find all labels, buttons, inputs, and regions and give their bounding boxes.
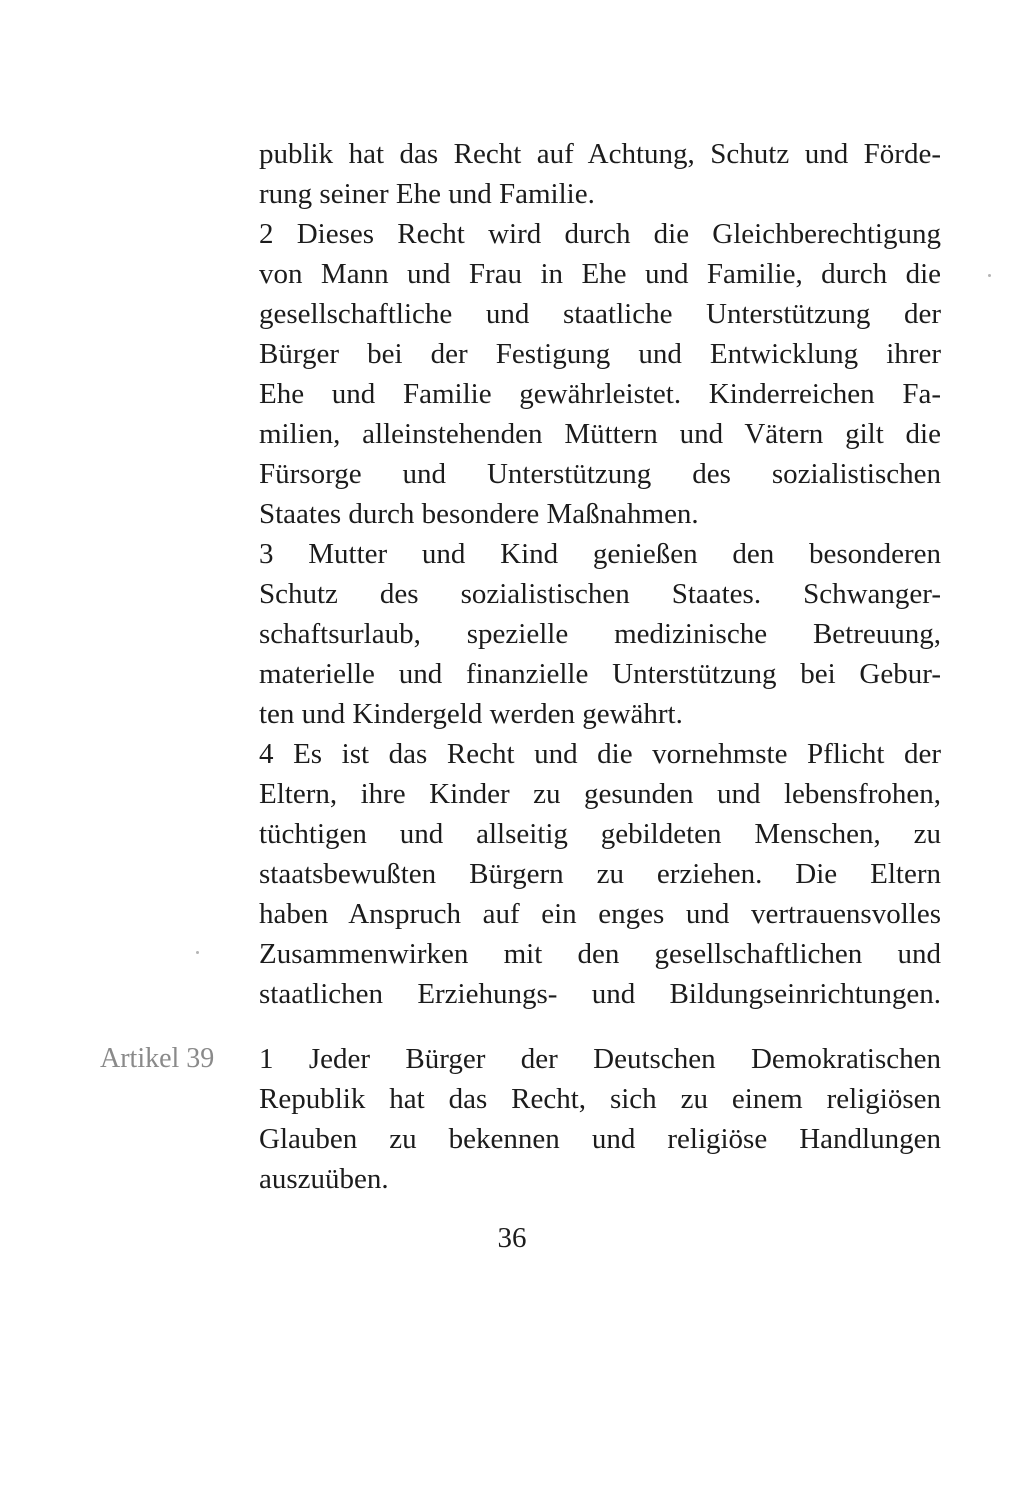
text-line-20: haben Anspruch auf ein enges und vertrauensvolles [259,898,941,930]
text-line-21: Zusammenwirken mit den gesellschaftlichen und [259,938,941,970]
text-line-17: Eltern, ihre Kinder zu gesunden und lebensfrohen, [259,778,941,810]
text-line-8: milien, alleinstehenden Müttern und Vätern gilt die [259,418,941,450]
text-line-10: Staates durch besondere Maßnahmen. [259,498,699,530]
text-line-19: staatsbewußten Bürgern zu erziehen. Die Eltern [259,858,941,890]
text-line-25: Glauben zu bekennen und religiöse Handlungen [259,1123,941,1155]
text-line-5: gesellschaftliche und staatliche Unterstützung der [259,298,941,330]
text-line-6: Bürger bei der Festigung und Entwicklung ihrer [259,338,941,370]
text-line-7: Ehe und Familie gewährleistet. Kinderreichen Fa- [259,378,941,410]
text-line-24: Republik hat das Recht, sich zu einem religiösen [259,1083,941,1115]
text-line-15: ten und Kindergeld werden gewährt. [259,698,683,730]
text-line-23: 1 Jeder Bürger der Deutschen Demokratischen [259,1043,941,1075]
text-line-9: Fürsorge und Unterstützung des sozialistischen [259,458,941,490]
article-margin-label: Artikel 39 [100,1043,215,1074]
text-line-2: rung seiner Ehe und Familie. [259,178,595,210]
text-line-16: 4 Es ist das Recht und die vornehmste Pflicht der [259,738,941,770]
text-line-12: Schutz des sozialistischen Staates. Schwanger- [259,578,941,610]
scan-speck [988,274,991,277]
text-line-1: publik hat das Recht auf Achtung, Schutz und Förde- [259,138,941,170]
scan-speck [196,951,199,954]
page-number: 36 [497,1222,527,1254]
text-line-4: von Mann und Frau in Ehe und Familie, durch die [259,258,941,290]
text-line-14: materielle und finanzielle Unterstützung bei Gebur- [259,658,941,690]
text-line-22: staatlichen Erziehungs- und Bildungseinrichtungen. [259,978,941,1010]
text-line-18: tüchtigen und allseitig gebildeten Menschen, zu [259,818,941,850]
text-line-13: schaftsurlaub, spezielle medizinische Betreuung, [259,618,941,650]
text-line-11: 3 Mutter und Kind genießen den besonderen [259,538,941,570]
text-line-3: 2 Dieses Recht wird durch die Gleichberechtigung [259,218,941,250]
text-line-26: auszuüben. [259,1163,389,1195]
